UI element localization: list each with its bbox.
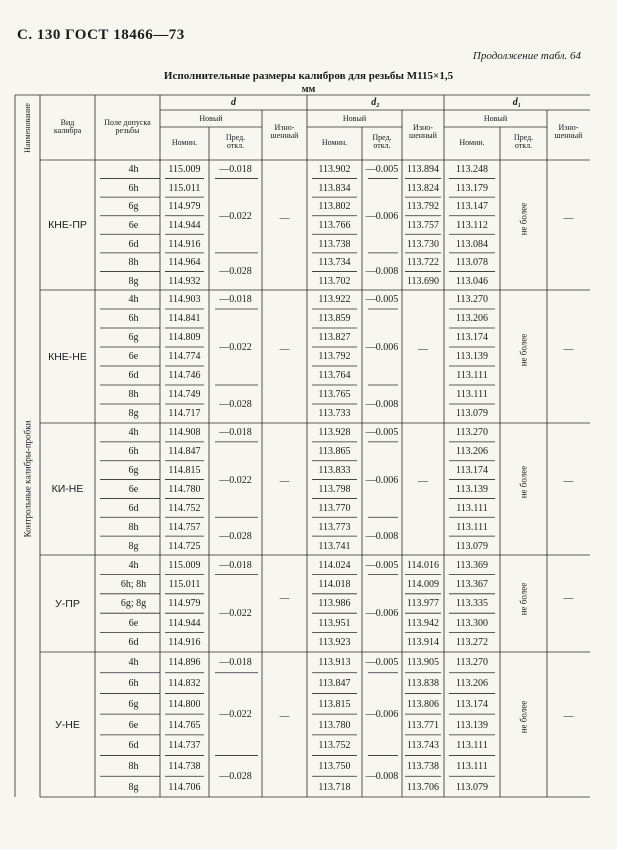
- d2-worn: 113.977: [406, 598, 440, 610]
- tolerance-field: 6h: [128, 182, 139, 194]
- d-nominal: 114.847: [168, 446, 201, 458]
- d-nominal: 114.725: [168, 540, 201, 552]
- d1-nominal: 113.147: [455, 201, 489, 213]
- d2-worn: 113.838: [406, 678, 440, 690]
- tolerance-field: 6h; 8h: [120, 579, 147, 591]
- d-nominal: 114.944: [168, 219, 201, 231]
- d-worn: —: [279, 476, 290, 488]
- tolerance-field: 8h: [128, 389, 139, 401]
- d-nominal: 114.916: [168, 238, 201, 250]
- d2-nominal: 113.752: [318, 740, 351, 752]
- d-nominal: 114.944: [168, 617, 201, 629]
- d-nominal: 114.780: [168, 483, 201, 495]
- d2-nominal: 113.780: [318, 719, 351, 731]
- header-nomin-2: Номин.: [459, 138, 485, 147]
- d2-nominal: 113.770: [318, 502, 351, 514]
- d2-worn: 113.722: [406, 257, 440, 269]
- d-worn: —: [279, 212, 290, 224]
- d1-nominal: 113.112: [456, 219, 488, 231]
- d-worn: —: [279, 343, 290, 355]
- tolerance-field: 8h: [128, 521, 139, 533]
- d1-nominal: 113.272: [455, 637, 489, 649]
- d-deviation: —0.022: [219, 709, 252, 721]
- d2-nominal: 113.951: [318, 617, 351, 629]
- d1-nominal: 113.367: [455, 579, 489, 591]
- d2-deviation: —0.008: [365, 771, 399, 783]
- d-deviation: —0.028: [219, 266, 252, 278]
- d-nominal: 114.809: [168, 332, 201, 344]
- d1-worn: —: [563, 212, 574, 224]
- tolerance-field: 4h: [128, 559, 139, 571]
- tolerance-field: 8h: [128, 760, 139, 772]
- tolerance-field: 4h: [128, 294, 139, 306]
- d2-nominal: 113.986: [318, 598, 351, 610]
- d1-nominal: 113.111: [456, 760, 488, 772]
- tolerance-field: 6e: [128, 719, 139, 731]
- d-nominal: 114.916: [168, 637, 201, 649]
- tolerance-field: 8h: [128, 257, 139, 269]
- page-header: С. 130 ГОСТ 18466—73: [17, 27, 185, 43]
- d-nominal: 114.815: [168, 465, 201, 477]
- d2-nominal: 113.834: [318, 182, 351, 194]
- d2-nominal: 113.847: [318, 678, 351, 690]
- d1-nominal: 113.139: [455, 483, 489, 495]
- d1-nominal: 113.111: [456, 370, 488, 382]
- d-nominal: 114.749: [168, 389, 201, 401]
- tolerance-field: 8g: [128, 540, 139, 552]
- d-nominal: 114.896: [168, 657, 201, 669]
- d1-nominal: 113.206: [455, 678, 489, 690]
- d2-deviation: —0.006: [365, 608, 399, 620]
- d2-nominal: 113.750: [318, 760, 351, 772]
- d1-nominal: 113.111: [456, 521, 488, 533]
- d1-nominal: 113.270: [455, 427, 489, 439]
- header-new-d: Новый: [199, 114, 223, 123]
- d2-deviation: —0.006: [365, 210, 399, 222]
- tolerance-field: 6g: [128, 332, 139, 344]
- d2-nominal: 113.923: [318, 637, 351, 649]
- header-nomin-0: Номин.: [171, 138, 198, 147]
- d2-nominal: 113.922: [318, 294, 351, 306]
- d2-worn: 114.009: [406, 579, 440, 591]
- header-iznosh-2: Изно-шенный: [554, 123, 583, 140]
- d1-nominal: 113.079: [455, 781, 489, 793]
- d-nominal: 114.932: [168, 275, 201, 287]
- d2-worn: 114.016: [406, 559, 440, 571]
- d2-worn: 113.757: [406, 219, 440, 231]
- d-nominal: 114.841: [168, 313, 201, 325]
- d2-nominal: 113.765: [318, 389, 351, 401]
- d2-deviation: —0.005: [365, 164, 399, 176]
- d-deviation: —0.022: [219, 341, 252, 353]
- tolerance-field: 6e: [128, 351, 139, 363]
- tolerance-field: 6d: [128, 370, 139, 382]
- block-name: КНЕ-ПР: [48, 218, 87, 231]
- d-nominal: 114.746: [168, 370, 201, 382]
- d2-worn: 113.771: [406, 719, 440, 731]
- d-nominal: 114.774: [168, 351, 201, 363]
- d1-nominal: 113.270: [455, 657, 489, 669]
- d2-nominal: 113.766: [318, 219, 351, 231]
- block-name: КИ-НЕ: [51, 482, 84, 495]
- d-nominal: 114.832: [168, 678, 201, 690]
- tolerance-field: 6d: [128, 238, 139, 250]
- header-pred-1: Пред. откл.: [372, 133, 392, 150]
- d2-worn: 113.942: [406, 617, 440, 629]
- d1-nominal: 113.111: [456, 740, 488, 752]
- tolerance-field: 6e: [128, 219, 139, 231]
- d1-nominal: 113.270: [455, 294, 489, 306]
- d1-deviation-note: не более: [518, 582, 528, 615]
- d1-nominal: 113.174: [455, 332, 489, 344]
- tolerance-field: 4h: [128, 427, 139, 439]
- d2-worn: 113.730: [406, 238, 440, 250]
- d2-nominal: 114.024: [318, 559, 351, 571]
- d1-deviation-note: не более: [518, 333, 528, 367]
- d1-nominal: 113.206: [455, 313, 489, 325]
- header-pred-2: Пред. откл.: [513, 133, 534, 150]
- d-nominal: 114.737: [168, 740, 201, 752]
- d2-nominal: 114.018: [318, 579, 351, 591]
- d1-deviation-note: не более: [518, 700, 528, 734]
- header-iznosh-0: Изно-шенный: [270, 123, 299, 140]
- tolerance-field: 6e: [128, 617, 139, 629]
- d2-deviation: —0.008: [365, 531, 399, 543]
- d-nominal: 114.979: [168, 201, 201, 213]
- d1-nominal: 113.300: [455, 617, 489, 629]
- column-vid: Вид калибра: [53, 118, 82, 135]
- tolerance-field: 6d: [128, 740, 139, 752]
- d1-worn: —: [563, 343, 574, 355]
- d1-worn: —: [563, 711, 574, 723]
- tolerance-field: 6g: [128, 201, 139, 213]
- d-nominal: 115.011: [168, 579, 201, 591]
- d-deviation: —0.018: [219, 657, 252, 669]
- tolerance-field: 6d: [128, 637, 139, 649]
- d2-nominal: 113.913: [318, 657, 351, 669]
- d2-nominal: 113.702: [318, 275, 351, 287]
- d-nominal: 115.009: [168, 164, 201, 176]
- d-nominal: 114.964: [168, 257, 201, 269]
- d2-nominal: 113.718: [318, 781, 351, 793]
- d2-worn: 113.743: [406, 740, 440, 752]
- d2-nominal: 113.815: [318, 698, 351, 710]
- d1-nominal: 113.111: [456, 389, 488, 401]
- d2-deviation: —0.008: [365, 266, 399, 278]
- d-nominal: 115.009: [168, 559, 201, 571]
- d2-deviation: —0.005: [365, 657, 399, 669]
- d2-worn: 113.824: [406, 182, 440, 194]
- d2-nominal: 113.734: [318, 257, 351, 269]
- tolerance-field: 6h: [128, 678, 139, 690]
- header-pred-0: Пред. откл.: [225, 133, 246, 150]
- tolerance-field: 6g: [128, 465, 139, 477]
- d2-deviation: —0.008: [365, 398, 399, 410]
- column-d1: d₁: [512, 97, 522, 108]
- column-pole: Поле допуска резьбы: [104, 118, 151, 135]
- column-d2: d₂: [371, 97, 380, 108]
- d2-deviation: —0.006: [365, 709, 399, 721]
- d-worn: —: [279, 592, 290, 604]
- d1-deviation-note: не более: [518, 466, 528, 499]
- d-worn: —: [279, 711, 290, 723]
- d2-nominal: 113.827: [318, 332, 351, 344]
- d2-nominal: 113.802: [318, 201, 351, 213]
- block-name: У-НЕ: [55, 718, 80, 731]
- header-iznosh-1: Изно-шенный: [409, 123, 437, 140]
- tolerance-field: 4h: [128, 164, 139, 176]
- d2-worn: 113.806: [406, 698, 440, 710]
- d2-deviation: —0.005: [365, 294, 399, 306]
- header-nomin-1: Номин.: [321, 138, 348, 147]
- d2-worn: 113.738: [406, 760, 440, 772]
- d1-nominal: 113.369: [455, 559, 489, 571]
- d-nominal: 114.738: [168, 760, 201, 772]
- header-new-d1: Новый: [483, 114, 508, 123]
- d-nominal: 114.717: [168, 408, 201, 420]
- d-nominal: 114.706: [168, 781, 201, 793]
- tolerance-field: 6h: [128, 313, 139, 325]
- d2-nominal: 113.859: [318, 313, 351, 325]
- tolerance-field: 6h: [128, 446, 139, 458]
- d-deviation: —0.018: [219, 427, 252, 439]
- column-naim: Наименование: [22, 102, 32, 153]
- d1-nominal: 113.078: [455, 257, 489, 269]
- d1-nominal: 113.248: [455, 164, 489, 176]
- d-deviation: —0.018: [219, 164, 252, 176]
- tolerance-field: 8g: [128, 781, 139, 793]
- tolerance-field: 4h: [128, 657, 139, 669]
- d1-nominal: 113.111: [456, 502, 488, 514]
- column-d: d: [231, 97, 236, 108]
- units-label: мм: [301, 84, 316, 95]
- d1-nominal: 113.206: [455, 446, 489, 458]
- d-nominal: 114.757: [168, 521, 201, 533]
- d2-nominal: 113.928: [318, 427, 351, 439]
- d1-nominal: 113.335: [455, 598, 489, 610]
- d2-nominal: 113.902: [318, 164, 351, 176]
- d-nominal: 115.011: [168, 182, 201, 194]
- d2-nominal: 113.773: [318, 521, 351, 533]
- d2-nominal: 113.764: [318, 370, 351, 382]
- d2-worn: 113.792: [406, 201, 440, 213]
- d2-worn: 113.690: [406, 275, 440, 287]
- d-nominal: 114.800: [168, 698, 201, 710]
- d-deviation: —0.018: [219, 559, 252, 571]
- tolerance-field: 6g; 8g: [120, 598, 147, 610]
- d-deviation: —0.028: [219, 771, 252, 783]
- block-name: КНЕ-НЕ: [48, 350, 87, 363]
- d2-nominal: 113.741: [318, 540, 351, 552]
- d-deviation: —0.028: [219, 531, 252, 543]
- tolerance-field: 8g: [128, 275, 139, 287]
- d-nominal: 114.903: [168, 294, 201, 306]
- d2-worn: 113.894: [406, 164, 440, 176]
- d1-nominal: 113.139: [455, 351, 489, 363]
- d1-nominal: 113.079: [455, 540, 489, 552]
- tolerance-field: 6d: [128, 502, 139, 514]
- d2-worn: —: [418, 476, 428, 488]
- d1-nominal: 113.046: [455, 275, 489, 287]
- d2-nominal: 113.865: [318, 446, 351, 458]
- d2-nominal: 113.733: [318, 408, 351, 420]
- d-nominal: 114.908: [168, 427, 201, 439]
- header-new-d2: Новый: [342, 114, 367, 123]
- d-nominal: 114.979: [168, 598, 201, 610]
- tolerance-field: 6e: [128, 483, 139, 495]
- d-deviation: —0.022: [219, 210, 252, 222]
- d2-deviation: —0.006: [365, 341, 399, 353]
- d1-deviation-note: не более: [518, 202, 528, 235]
- d1-nominal: 113.179: [455, 182, 489, 194]
- table-title: Исполнительные размеры калибров для резьбы М115×1,5: [163, 70, 454, 82]
- d-deviation: —0.018: [219, 294, 252, 306]
- d1-nominal: 113.079: [455, 408, 489, 420]
- d2-deviation: —0.006: [365, 474, 399, 486]
- d-nominal: 114.765: [168, 719, 201, 731]
- tolerance-field: 8g: [128, 408, 139, 420]
- d1-worn: —: [563, 592, 574, 604]
- d1-nominal: 113.174: [455, 698, 489, 710]
- d2-worn: 113.905: [406, 657, 440, 669]
- d2-nominal: 113.738: [318, 238, 351, 250]
- group-label: Контрольные калибры-пробки: [22, 420, 32, 537]
- d1-nominal: 113.084: [455, 238, 489, 250]
- d1-nominal: 113.174: [455, 465, 489, 477]
- d2-nominal: 113.792: [318, 351, 351, 363]
- d-deviation: —0.022: [219, 608, 252, 620]
- d-nominal: 114.752: [168, 502, 201, 514]
- d-deviation: —0.022: [219, 474, 252, 486]
- block-name: У-ПР: [55, 597, 80, 610]
- d2-nominal: 113.798: [318, 483, 351, 495]
- d2-worn: 113.706: [406, 781, 440, 793]
- d1-worn: —: [563, 476, 574, 488]
- continuation-label: Продолжение табл. 64: [472, 50, 581, 62]
- d2-deviation: —0.005: [365, 559, 399, 571]
- d2-deviation: —0.005: [365, 427, 399, 439]
- d-deviation: —0.028: [219, 398, 252, 410]
- d2-worn: —: [418, 343, 428, 355]
- d1-nominal: 113.139: [455, 719, 489, 731]
- tolerance-field: 6g: [128, 698, 139, 710]
- d2-nominal: 113.833: [318, 465, 351, 477]
- d2-worn: 113.914: [406, 637, 440, 649]
